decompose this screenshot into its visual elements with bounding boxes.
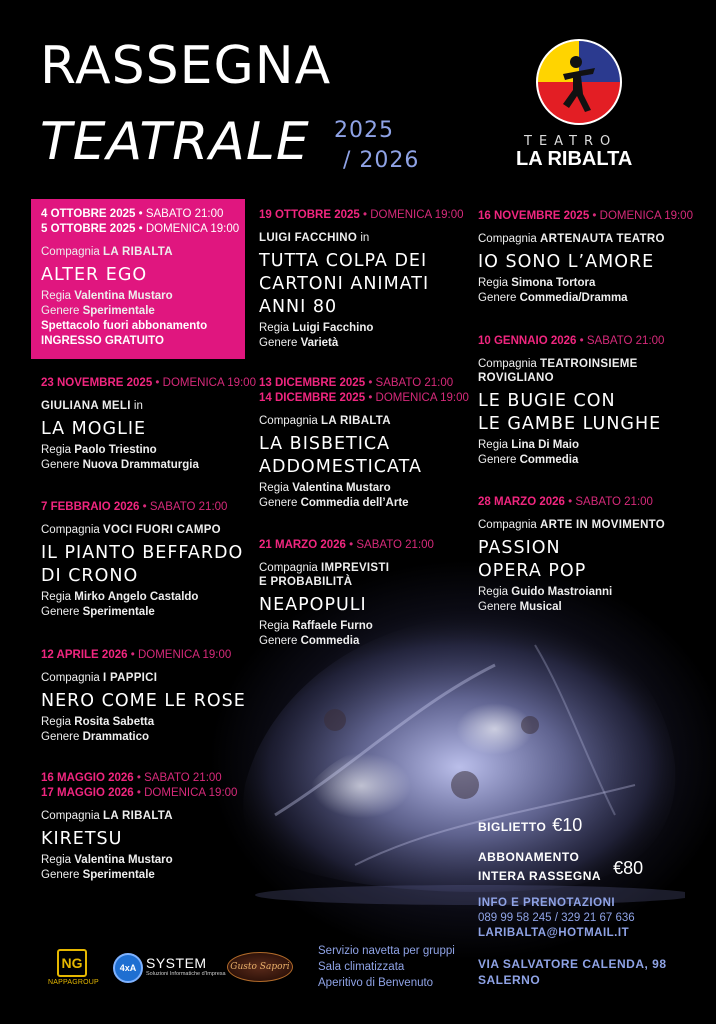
email-link[interactable]: LARIBALTA@HOTMAIL.IT <box>478 927 630 939</box>
show-genere: Genere Commedia <box>478 454 579 466</box>
show-title: NERO COME LE ROSE <box>41 691 246 711</box>
show-company: Compagnia I PAPPICI <box>41 672 158 684</box>
service-item: Servizio navetta per gruppi <box>318 945 455 957</box>
show-la-moglie <box>41 376 256 473</box>
show-title: NEAPOPULI <box>259 595 367 615</box>
show-company: Compagnia VOCI FUORI CAMPO <box>41 524 221 536</box>
show-genere: Genere Sperimentale <box>41 869 155 881</box>
booking-info: INFO E PRENOTAZIONI 089 99 58 245 / 329 21 67 636 LARIBALTA@HOTMAIL.IT <box>478 897 635 939</box>
show-genere: Genere Musical <box>478 601 562 613</box>
show-free-entry: INGRESSO GRATUITO <box>41 335 164 347</box>
show-company: Compagnia ARTE IN MOVIMENTO <box>478 519 666 531</box>
show-date: 28 MARZO 2026 • SABATO 21:00 <box>478 496 653 508</box>
show-date: 14 DICEMBRE 2025 • DOMENICA 19:00 <box>259 392 469 404</box>
show-genere: Genere Commedia dell’Arte <box>259 497 409 509</box>
show-title: PASSION OPERA POP <box>478 538 587 581</box>
sponsor-nappagroup: NG NAPPAGROUP <box>48 949 96 986</box>
show-date: 23 NOVEMBRE 2025 • DOMENICA 19:00 <box>41 377 256 389</box>
service-item: Sala climatizzata <box>318 961 405 973</box>
show-company: Compagnia LA RIBALTA <box>41 246 173 258</box>
show-regia: Regia Valentina Mustaro <box>41 854 173 866</box>
show-date: 21 MARZO 2026 • SABATO 21:00 <box>259 539 434 551</box>
address: VIA SALVATORE CALENDA, 98 SALERNO <box>478 957 667 987</box>
show-genere: Genere Nuova Drammaturgia <box>41 459 199 471</box>
subscription-price: ABBONAMENTO INTERA RASSEGNA €80 <box>478 850 644 883</box>
show-company: Compagnia LA RIBALTA <box>259 415 391 427</box>
ticket-price: BIGLIETTO €10 <box>478 815 583 835</box>
show-date: 5 OTTOBRE 2025 • DOMENICA 19:00 <box>41 223 240 235</box>
phone-numbers[interactable]: 089 99 58 245 / 329 21 67 636 <box>478 912 635 924</box>
show-title: LA BISBETICA ADDOMESTICATA <box>259 434 422 477</box>
logo-subtitle: TEATRO <box>524 134 618 149</box>
teatro-la-ribalta-logo-icon <box>535 38 623 126</box>
show-date: 16 NOVEMBRE 2025 • DOMENICA 19:00 <box>478 210 693 222</box>
sponsor-gusto-sapori: Gusto Sapori <box>227 952 293 982</box>
logo-name: LA RIBALTA <box>516 148 633 170</box>
show-title: TUTTA COLPA DEI CARTONI ANIMATI ANNI 80 <box>259 251 430 317</box>
show-regia: Regia Luigi Facchino <box>259 322 374 334</box>
show-kiretsu <box>41 771 256 883</box>
show-genere: Genere Drammatico <box>41 731 150 743</box>
show-date: 7 FEBBRAIO 2026 • SABATO 21:00 <box>41 501 228 513</box>
show-company: Compagnia LA RIBALTA <box>41 810 173 822</box>
show-title: KIRETSU <box>41 829 123 849</box>
sponsor-4xa-system: 4xA SYSTEM Soluzioni Informatiche d'Impresa <box>113 953 213 983</box>
show-il-pianto-beffardo <box>41 500 256 620</box>
show-regia: Regia Lina Di Maio <box>478 439 579 451</box>
show-io-sono-l-amore <box>478 209 703 306</box>
nappagroup-logo-icon: NG <box>57 949 87 977</box>
service-item: Aperitivo di Benvenuto <box>318 977 434 989</box>
show-date: 17 MAGGIO 2026 • DOMENICA 19:00 <box>41 787 238 799</box>
show-regia: Regia Mirko Angelo Castaldo <box>41 591 199 603</box>
show-regia: Regia Guido Mastroianni <box>478 586 613 598</box>
show-tutta-colpa <box>259 208 464 351</box>
show-date: 19 OTTOBRE 2025 • DOMENICA 19:00 <box>259 209 464 221</box>
show-le-bugie <box>478 334 703 468</box>
show-title: IO SONO L’AMORE <box>478 252 655 272</box>
show-date: 4 OTTOBRE 2025 • SABATO 21:00 <box>41 208 224 220</box>
show-company: Compagnia IMPREVISTI E PROBABILITÀ <box>259 562 390 588</box>
poster-title-line2: TEATRALE <box>40 112 310 172</box>
show-regia: Regia Paolo Triestino <box>41 444 157 456</box>
show-company: GIULIANA MELI in <box>41 400 143 412</box>
show-note: Spettacolo fuori abbonamento <box>41 320 208 332</box>
season-year-start: 2025 <box>334 118 394 143</box>
show-regia: Regia Valentina Mustaro <box>41 290 173 302</box>
show-date: 12 APRILE 2026 • DOMENICA 19:00 <box>41 649 232 661</box>
season-year-end: / 2026 <box>343 148 420 173</box>
show-passion-opera-pop <box>478 495 703 615</box>
show-regia: Regia Rosita Sabetta <box>41 716 155 728</box>
show-genere: Genere Sperimentale <box>41 305 155 317</box>
show-neapopuli <box>259 538 464 649</box>
4xa-logo-icon: 4xA <box>113 953 143 983</box>
show-la-bisbetica <box>259 376 469 511</box>
services-list <box>318 943 455 991</box>
poster-title-line1: RASSEGNA <box>40 36 332 96</box>
show-genere: Genere Commedia/Dramma <box>478 292 628 304</box>
show-date: 13 DICEMBRE 2025 • SABATO 21:00 <box>259 377 454 389</box>
show-regia: Regia Valentina Mustaro <box>259 482 391 494</box>
show-genere: Genere Commedia <box>259 635 360 647</box>
show-regia: Regia Simona Tortora <box>478 277 596 289</box>
show-date: 10 GENNAIO 2026 • SABATO 21:00 <box>478 335 665 347</box>
show-title: LE BUGIE CON LE GAMBE LUNGHE <box>478 391 662 434</box>
show-genere: Genere Sperimentale <box>41 606 155 618</box>
show-nero-come-le-rose <box>41 648 256 745</box>
show-alter-ego <box>31 199 245 359</box>
show-company: LUIGI FACCHINO in <box>259 232 370 244</box>
show-genere: Genere Varietà <box>259 337 339 349</box>
show-company: Compagnia TEATROINSIEME ROVIGLIANO <box>478 358 638 384</box>
show-date: 16 MAGGIO 2026 • SABATO 21:00 <box>41 772 222 784</box>
show-title: ALTER EGO <box>41 265 148 285</box>
show-title: IL PIANTO BEFFARDO DI CRONO <box>41 543 244 586</box>
show-regia: Regia Raffaele Furno <box>259 620 373 632</box>
show-company: Compagnia ARTENAUTA TEATRO <box>478 233 665 245</box>
show-title: LA MOGLIE <box>41 419 147 439</box>
